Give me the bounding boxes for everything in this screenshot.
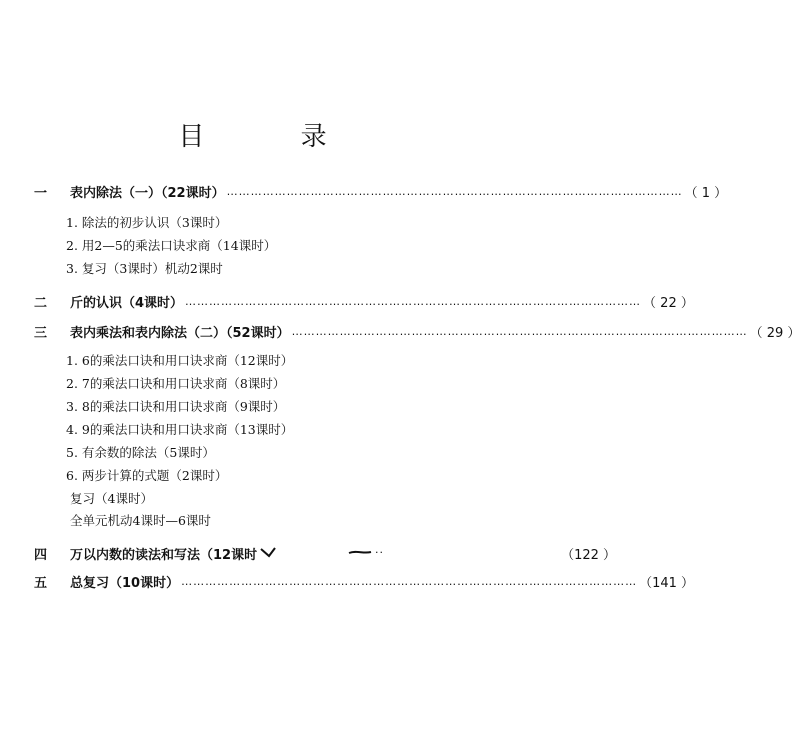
scan-smudge-icon [259,545,559,559]
chapter-number: 四 [34,547,48,563]
toc-section[interactable]: 2. 用2—5的乘法口诀求商（14课时） [66,238,277,253]
toc-section[interactable]: 5. 有余数的除法（5课时） [66,445,215,460]
toc-chapter-5[interactable] [34,570,695,592]
chapter-title: 表内乘法和表内除法（二）（52课时） [70,325,290,341]
chapter-number: 五 [34,575,48,591]
chapter-number: 二 [34,295,48,311]
toc-chapter-1[interactable] [34,180,728,202]
page-title: 目 录 [178,122,371,152]
toc-chapter-2[interactable] [34,290,694,312]
dot-leader: …………………………………………………………………………………………………… [226,184,683,198]
toc-section[interactable]: 复习（4课时） [70,491,153,506]
chapter-title: 总复习（10课时） [70,575,180,591]
toc-section[interactable]: 3. 复习（3课时）机动2课时 [66,261,223,276]
dot-leader [259,545,559,562]
chapter-page: （ 1 ） [684,185,728,201]
chapter-title: 斤的认识（4课时） [70,295,184,311]
toc-section[interactable]: 1. 6的乘法口诀和用口诀求商（12课时） [66,353,294,368]
toc-section[interactable]: 6. 两步计算的式题（2课时） [66,468,228,483]
toc-section[interactable]: 全单元机动4课时—6课时 [70,513,211,528]
toc-chapter-4[interactable] [34,542,617,564]
toc-section[interactable]: 4. 9的乘法口诀和用口诀求商（13课时） [66,422,294,437]
dot-leader: …………………………………………………………………………………………………… [181,574,638,588]
toc-section[interactable]: 3. 8的乘法口诀和用口诀求商（9课时） [66,399,286,414]
toc-chapter-3[interactable] [34,320,800,342]
dot-leader: …………………………………………………………………………………………………… [185,294,642,308]
chapter-page: （122 ） [561,547,617,563]
chapter-page: （141 ） [639,575,695,591]
toc-section[interactable]: 1. 除法的初步认识（3课时） [66,215,228,230]
chapter-title: 万以内数的读法和写法（12课时 [70,547,258,563]
dot-leader: …………………………………………………………………………………………………… [291,324,748,338]
svg-text:··: ·· [375,545,385,559]
chapter-title: 表内除法（一）（22课时） [70,185,225,201]
chapter-number: 一 [34,185,48,201]
chapter-page: （ 29 ） [749,325,800,341]
toc-section[interactable]: 2. 7的乘法口诀和用口诀求商（8课时） [66,376,286,391]
chapter-number: 三 [34,325,48,341]
chapter-page: （ 22 ） [643,295,694,311]
